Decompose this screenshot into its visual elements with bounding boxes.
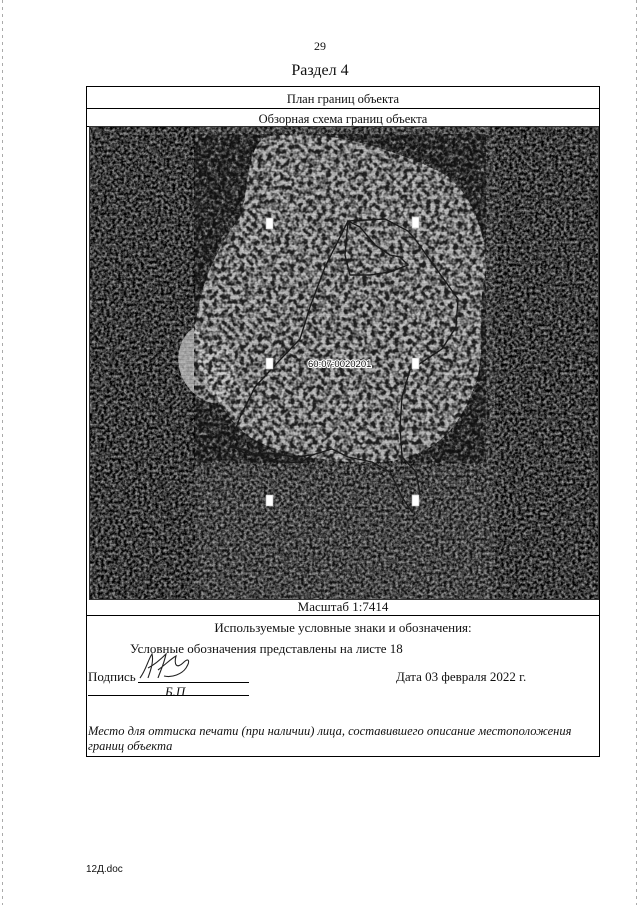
handwritten-signature [136,648,196,684]
satellite-map-svg [90,127,598,599]
legend-heading: Используемые условные знаки и обозначения: [214,620,472,635]
footer-filename: 12Д.doc [86,864,123,875]
grid-marker [266,358,273,369]
signature-label: Подпись [88,669,136,684]
date: Дата 03 февраля 2022 г. [396,669,527,684]
grid-marker [412,495,419,506]
scale-divider [87,615,599,616]
overview-subheader: Обзорная схема границ объекта [258,112,428,126]
legend-note: Условные обозначения представлены на листе 18 [130,641,403,656]
grid-marker [266,218,273,229]
parcel-number-label: 60:07:0020201 [308,359,372,370]
header-divider [87,108,599,109]
section-title: Раздел 4 [291,62,349,79]
scan-edge-left [2,0,3,905]
grid-marker [412,358,419,369]
signature-initials: Б.П [165,684,186,699]
stamp-place-note: Место для оттиска печати (при наличии) лица, составившего описание местоположения границ объекта [88,724,572,753]
plan-header: План границ объекта [286,92,400,106]
grid-marker [266,495,273,506]
map-scale: Масштаб 1:7414 [297,599,389,614]
initials-line [88,695,249,696]
grid-marker [412,217,419,228]
page-number: 29 [314,39,326,53]
satellite-map [89,126,599,600]
scan-edge-right [636,0,637,905]
